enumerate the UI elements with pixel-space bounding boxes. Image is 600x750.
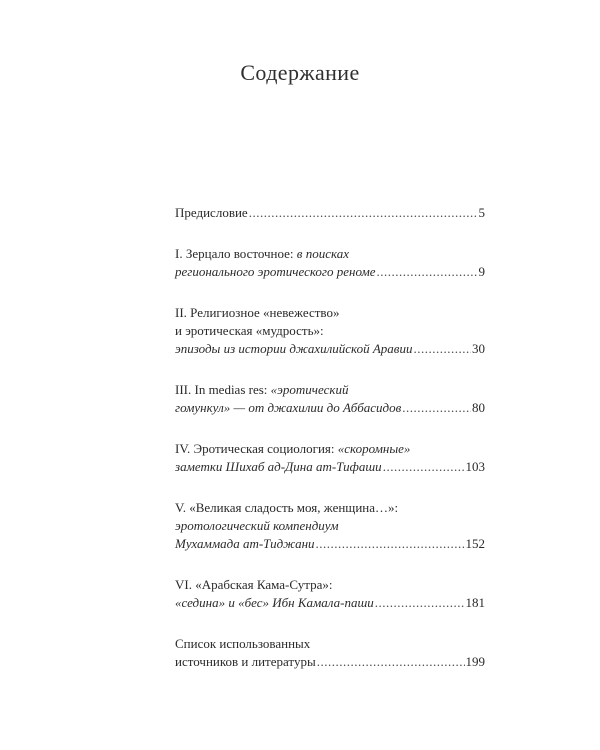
toc-entry-title: эпизоды из истории джахилийской Аравии xyxy=(175,341,413,356)
toc-entry-line: I. Зерцало восточное: в поисках xyxy=(175,246,349,261)
toc-entry-line: и эротическая «мудрость»: xyxy=(175,323,324,338)
page-number: 9 xyxy=(478,264,485,279)
table-of-contents xyxy=(175,204,485,671)
toc-entry-chapter-4[interactable] xyxy=(175,440,485,476)
page-number: 181 xyxy=(465,595,485,610)
toc-entry-chapter-2[interactable] xyxy=(175,304,485,358)
page-number: 152 xyxy=(465,536,485,551)
page-number: 5 xyxy=(478,205,485,220)
page-number: 30 xyxy=(472,341,485,356)
toc-entry-title: источников и литературы xyxy=(175,654,316,669)
toc-entry-chapter-6[interactable] xyxy=(175,576,485,612)
toc-entry-title: заметки Шихаб ад-Дина ат-Тифаши xyxy=(175,459,382,474)
page-number: 103 xyxy=(465,459,485,474)
toc-entry-preface[interactable] xyxy=(175,204,485,222)
dot-leader xyxy=(383,458,465,476)
toc-entry-title: «седина» и «бес» Ибн Камала-паши xyxy=(175,595,374,610)
toc-entry-line: III. In medias res: «эротический xyxy=(175,382,349,397)
toc-entry-chapter-3[interactable] xyxy=(175,381,485,417)
dot-leader xyxy=(316,535,465,553)
dot-leader xyxy=(317,653,465,671)
page-number: 80 xyxy=(472,400,485,415)
toc-entry-line: эротологический компендиум xyxy=(175,518,339,533)
toc-entry-line: VI. «Арабская Кама-Сутра»: xyxy=(175,577,333,592)
toc-entry-title: Предисловие xyxy=(175,205,248,220)
toc-entry-line: IV. Эротическая социология: «скоромные» xyxy=(175,441,411,456)
toc-entry-line: V. «Великая сладость моя, женщина…»: xyxy=(175,500,399,515)
toc-entry-chapter-5[interactable] xyxy=(175,499,485,553)
toc-entry-bibliography[interactable] xyxy=(175,635,485,671)
toc-entry-chapter-1[interactable] xyxy=(175,245,485,281)
toc-entry-line: II. Религиозное «невежество» xyxy=(175,305,340,320)
dot-leader xyxy=(377,263,478,281)
dot-leader xyxy=(375,594,465,612)
toc-entry-line: Список использованных xyxy=(175,636,311,651)
page-number: 199 xyxy=(465,654,485,669)
dot-leader xyxy=(402,399,471,417)
toc-entry-title: регионального эротического реноме xyxy=(175,264,376,279)
page-title: Содержание xyxy=(240,60,360,85)
toc-entry-title: Мухаммада ат-Тиджани xyxy=(175,536,315,551)
dot-leader xyxy=(249,204,478,222)
toc-entry-title: гомункул» — от джахилии до Аббасидов xyxy=(175,400,402,415)
dot-leader xyxy=(413,340,471,358)
